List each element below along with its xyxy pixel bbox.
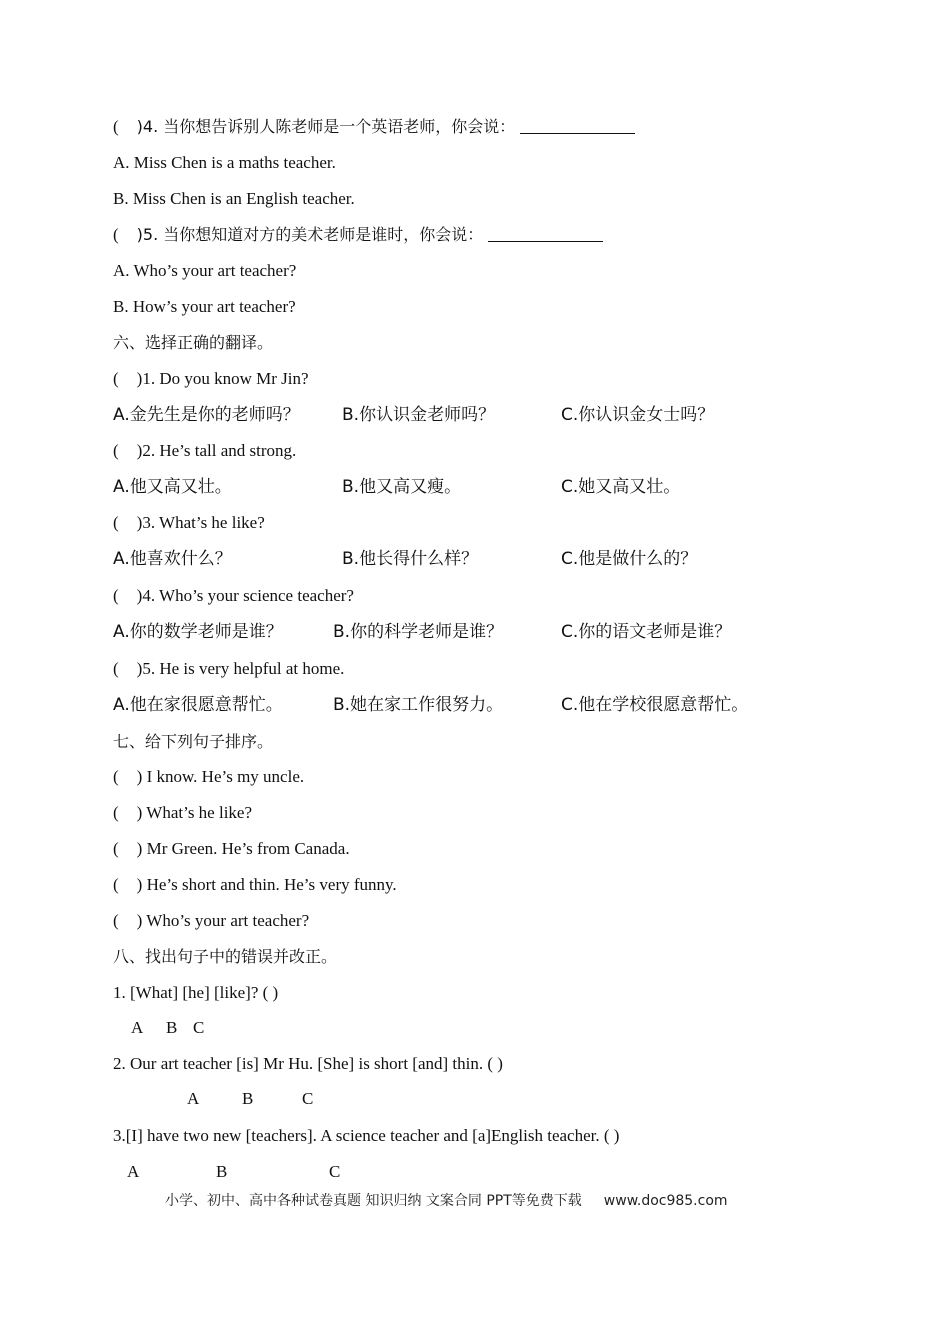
- choice-c: C.你认识金女士吗？: [561, 405, 715, 425]
- question-5-4: ( )4. 当你想告诉别人陈老师是一个英语老师，你会说：: [113, 116, 635, 138]
- translation-question-4: ( )4. Who’s your science teacher?: [113, 586, 354, 605]
- error-label-b: B: [216, 1162, 228, 1181]
- option-a: A. Who’s your art teacher?: [113, 261, 297, 280]
- choice-b: B.他长得什么样？: [342, 549, 479, 569]
- ordering-item: ( ) He’s short and thin. He’s very funny.: [113, 875, 397, 894]
- footer-link[interactable]: www.doc985.com: [603, 1193, 728, 1209]
- question-5-5: ( )5. 当你想知道对方的美术老师是谁时，你会说：: [113, 224, 603, 246]
- section-8-title: 八、找出句子中的错误并改正。: [113, 947, 338, 966]
- choice-a: A.他又高又壮。: [113, 477, 232, 497]
- choice-a: A.你的数学老师是谁？: [113, 622, 283, 642]
- choice-c: C.他在学校很愿意帮忙。: [561, 695, 749, 715]
- choice-a: A.金先生是你的老师吗？: [113, 405, 300, 425]
- error-label-a: A: [127, 1162, 140, 1181]
- ordering-item: ( ) Mr Green. He’s from Canada.: [113, 839, 350, 858]
- error-label-b: B: [166, 1018, 178, 1037]
- page-footer: [165, 1190, 728, 1210]
- section-6-title: 六、选择正确的翻译。: [113, 333, 274, 352]
- option-a: A. Miss Chen is a maths teacher.: [113, 153, 336, 172]
- choice-a: A.他喜欢什么？: [113, 549, 232, 569]
- error-label-c: C: [329, 1162, 341, 1181]
- error-label-c: C: [193, 1018, 205, 1037]
- section-7-title: 七、给下列句子排序。: [113, 732, 274, 751]
- footer-text: 小学、初中、高中各种试卷真题 知识归纳 文案合同 PPT等免费下载: [165, 1193, 582, 1209]
- ordering-item: ( ) Who’s your art teacher?: [113, 911, 310, 930]
- translation-question-3: ( )3. What’s he like?: [113, 513, 265, 532]
- error-question-2: 2. Our art teacher [is] Mr Hu. [She] is short [and] thin. ( ): [113, 1054, 503, 1073]
- error-question-3: 3.[I] have two new [teachers]. A science teacher and [a]English teacher. ( ): [113, 1126, 620, 1145]
- option-b: B. How’s your art teacher?: [113, 297, 296, 316]
- error-label-c: C: [302, 1089, 314, 1108]
- answer-blank[interactable]: [488, 225, 603, 242]
- choice-c: C.他是做什么的？: [561, 549, 698, 569]
- choice-b: B.你的科学老师是谁？: [333, 622, 504, 642]
- option-b: B. Miss Chen is an English teacher.: [113, 189, 355, 208]
- translation-question-2: ( )2. He’s tall and strong.: [113, 441, 297, 460]
- choice-c: C.你的语文老师是谁？: [561, 622, 732, 642]
- translation-question-1: ( )1. Do you know Mr Jin?: [113, 369, 309, 388]
- error-question-1: 1. [What] [he] [like]? ( ): [113, 983, 279, 1002]
- error-label-b: B: [242, 1089, 254, 1108]
- error-label-a: A: [187, 1089, 200, 1108]
- choice-c: C.她又高又壮。: [561, 477, 681, 497]
- ordering-item: ( ) I know. He’s my uncle.: [113, 767, 305, 786]
- choice-b: B.他又高又瘦。: [342, 477, 462, 497]
- answer-blank[interactable]: [520, 117, 635, 134]
- translation-question-5: ( )5. He is very helpful at home.: [113, 659, 345, 678]
- choice-b: B.你认识金老师吗？: [342, 405, 496, 425]
- choice-b: B.她在家工作很努力。: [333, 695, 504, 715]
- error-label-a: A: [131, 1018, 144, 1037]
- choice-a: A.他在家很愿意帮忙。: [113, 695, 283, 715]
- ordering-item: ( ) What’s he like?: [113, 803, 253, 822]
